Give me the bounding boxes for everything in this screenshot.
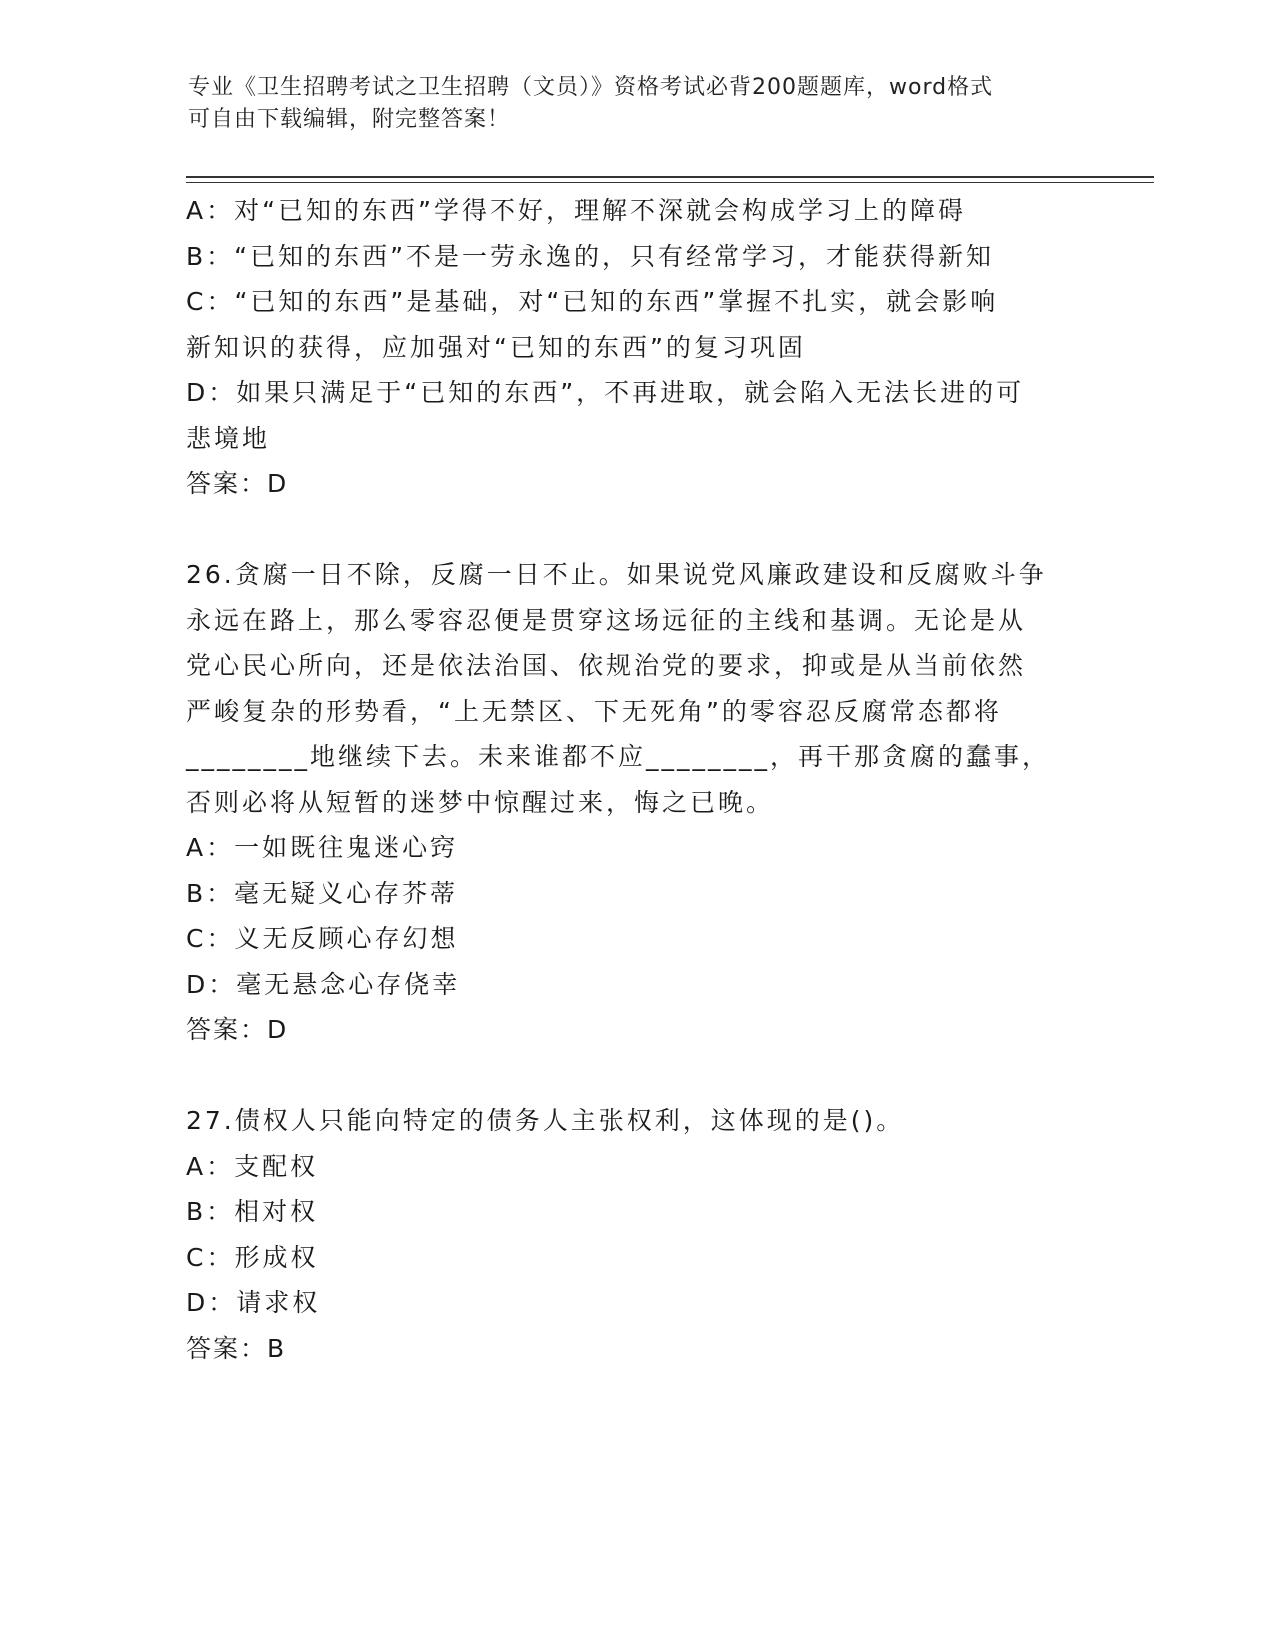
- header-divider-thin: [186, 182, 1154, 183]
- q25-option-a: A：对“已知的东西”学得不好，理解不深就会构成学习上的障碍: [186, 196, 967, 225]
- q25-option-d-line-2: 悲境地: [186, 423, 271, 453]
- q26-stem-line-2: 永远在路上，那么零容忍便是贯穿这场远征的主线和基调。无论是从: [186, 605, 1027, 635]
- q26-option-a: A：一如既往鬼迷心窍: [186, 833, 459, 862]
- q26-stem-line-1: 26.贪腐一日不除，反腐一日不止。如果说党风廉政建设和反腐败斗争: [186, 560, 1047, 589]
- question-26: [186, 552, 1086, 1053]
- header-divider-thick: [186, 176, 1154, 178]
- spacer: [186, 1053, 1086, 1099]
- q26-stem-line-5: ________地继续下去。未来谁都不应________，再干那贪腐的蠢事，: [186, 742, 1051, 771]
- q27-option-c: C：形成权: [186, 1242, 319, 1272]
- q25-option-c-line-1: C：“已知的东西”是基础，对“已知的东西”掌握不扎实，就会影响: [186, 287, 999, 316]
- header-line-1: 专业《卫生招聘考试之卫生招聘（文员）》资格考试必背200题题库，word格式: [188, 75, 994, 100]
- q25-option-b: B：“已知的东西”不是一劳永逸的，只有经常学习，才能获得新知: [186, 241, 995, 271]
- q26-option-c: C：义无反顾心存幻想: [186, 924, 459, 953]
- q27-option-a: A：支配权: [186, 1151, 319, 1181]
- q26-stem-line-6: 否则必将从短暂的迷梦中惊醒过来，悔之已晚。: [186, 787, 775, 817]
- q26-option-b: B：毫无疑义心存芥蒂: [186, 878, 459, 908]
- q26-stem-line-4: 严峻复杂的形势看，“上无禁区、下无死角”的零容忍反腐常态都将: [186, 696, 1002, 726]
- question-25-options: [186, 188, 1086, 507]
- question-27: [186, 1098, 1086, 1371]
- q27-option-d: D：请求权: [186, 1288, 321, 1317]
- q26-answer: 答案：D: [186, 1015, 289, 1044]
- spacer: [186, 507, 1086, 553]
- q26-stem-line-3: 党心民心所向，还是依法治国、依规治党的要求，抑或是从当前依然: [186, 651, 1027, 680]
- q27-stem: 27.债权人只能向特定的债务人主张权利，这体现的是()。: [186, 1106, 905, 1135]
- q25-answer: 答案：D: [186, 469, 289, 498]
- q27-answer: 答案：B: [186, 1333, 287, 1363]
- q27-option-b: B：相对权: [186, 1197, 319, 1226]
- document-body: [186, 188, 1086, 1371]
- document-header: [188, 72, 1088, 136]
- header-line-2: 可自由下载编辑，附完整答案！: [188, 107, 511, 132]
- q26-option-d: D：毫无悬念心存侥幸: [186, 969, 461, 999]
- q25-option-d-line-1: D：如果只满足于“已知的东西”，不再进取，就会陷入无法长进的可: [186, 378, 1025, 407]
- q25-option-c-line-2: 新知识的获得，应加强对“已知的东西”的复习巩固: [186, 332, 806, 362]
